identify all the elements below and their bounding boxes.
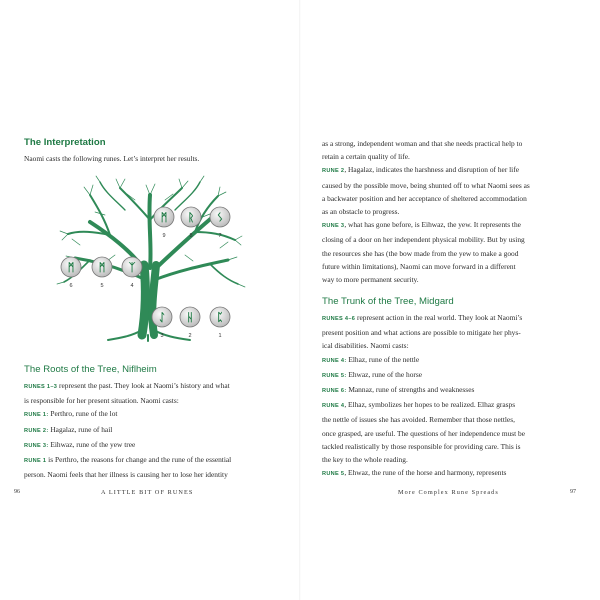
svg-text:6: 6 xyxy=(69,283,73,289)
text-line xyxy=(24,438,282,453)
text-line-content: Ehwaz, rune of the horse xyxy=(346,369,423,379)
rune-key-label: RUNE 1 xyxy=(24,458,47,465)
left-body-text xyxy=(24,379,282,481)
text-line-content: the nettle of issues she has avoided. Remember that those nettles, xyxy=(322,415,515,425)
text-line-content: caused by the possible move, being shunted off to what Naomi sees as xyxy=(322,180,530,190)
text-line xyxy=(322,273,580,286)
text-line-content: person. Naomi feels that her illness is causing her to lose her identity xyxy=(24,470,228,480)
text-line-content: , Elhaz, symbolizes her hopes to be realized. Elhaz grasps xyxy=(344,400,516,410)
text-line xyxy=(322,137,580,150)
svg-text:ᛈ: ᛈ xyxy=(216,312,224,324)
svg-text:5: 5 xyxy=(100,283,104,289)
text-line xyxy=(24,468,282,481)
rune-key-label: RUNES 4–6 xyxy=(322,316,356,322)
text-line xyxy=(322,398,580,413)
text-line-content: a backwater position and her acceptance of sheltered accommodation xyxy=(322,193,527,203)
text-line-content: once grasped, are useful. The questions of her independence must be xyxy=(322,428,526,438)
text-line-content: Perthro, rune of the lot xyxy=(48,409,118,419)
interpretation-heading: The Interpretation xyxy=(24,137,106,148)
text-line-content: closing of a door on her independent physical mobility. But by using xyxy=(322,235,525,245)
text-line-content: Eihwaz, rune of the yew tree xyxy=(48,439,136,449)
rune-key-label: RUNE 4: xyxy=(322,357,347,364)
running-head-left: A LITTLE BIT OF RUNES xyxy=(101,489,194,496)
roots-section-heading: The Roots of the Tree, Niflheim xyxy=(24,364,157,375)
right-body-text-top xyxy=(322,137,580,286)
rune-key-label: RUNE 4 xyxy=(322,403,345,410)
text-line xyxy=(322,353,580,368)
svg-text:ᛊ: ᛊ xyxy=(216,212,224,224)
text-line xyxy=(322,233,580,246)
svg-text:ᛗ: ᛗ xyxy=(67,262,75,274)
svg-text:ᛗ: ᛗ xyxy=(160,212,168,224)
svg-text:ᛇ: ᛇ xyxy=(158,312,166,324)
running-head-right: More Complex Rune Spreads xyxy=(398,489,499,496)
text-line-content: , Ehwaz, the rune of the horse and harmony, represents xyxy=(344,468,507,478)
text-line xyxy=(322,368,580,383)
text-line xyxy=(24,394,282,407)
folio-right: 97 xyxy=(570,489,576,495)
text-line xyxy=(24,453,282,468)
text-line-content: represent action in the real world. They look at Naomi’s xyxy=(355,313,523,322)
text-line xyxy=(322,440,580,453)
right-page xyxy=(300,0,600,600)
text-line-content: is responsible for her present situation. Naomi casts: xyxy=(24,396,179,406)
text-line-content: Mannaz, rune of strengths and weaknesses xyxy=(346,385,475,395)
text-line-content: way to more permanent security. xyxy=(322,275,419,285)
svg-text:ᛉ: ᛉ xyxy=(128,262,136,274)
text-line-content: the key to the whole reading. xyxy=(322,455,408,465)
rune-stone-9 xyxy=(154,207,174,239)
text-line-content: the resources she has (the bow made from the yew to make a good xyxy=(322,248,519,258)
svg-text:ᚱ: ᚱ xyxy=(187,212,195,224)
rune-stone-1 xyxy=(210,307,230,339)
rune-stone-8 xyxy=(181,207,201,239)
text-line-content: Hagalaz, rune of hail xyxy=(48,424,113,434)
rune-stone-2 xyxy=(180,307,200,339)
text-line xyxy=(24,379,282,394)
svg-text:2: 2 xyxy=(188,333,192,339)
text-line-content: as a strong, independent woman and that she needs practical help to xyxy=(322,139,523,148)
text-line xyxy=(322,179,580,192)
text-line xyxy=(322,205,580,218)
trunk-section-heading: The Trunk of the Tree, Midgard xyxy=(322,296,454,307)
text-line xyxy=(322,413,580,426)
text-line-content: ical disabilities. Naomi casts: xyxy=(322,341,409,351)
svg-text:ᚺ: ᚺ xyxy=(186,312,194,324)
text-line-content: , Hagalaz, indicates the harshness and disruption of her life xyxy=(344,165,519,175)
svg-text:ᛗ: ᛗ xyxy=(98,262,106,274)
text-line-content: tackled realistically by those responsible for providing care. This is xyxy=(322,441,521,451)
text-line-content: Elhaz, rune of the nettle xyxy=(346,354,420,364)
text-line xyxy=(322,150,580,163)
text-line xyxy=(322,163,580,178)
rune-stone-4 xyxy=(122,257,142,289)
svg-text:4: 4 xyxy=(130,283,134,289)
svg-text:3: 3 xyxy=(160,333,164,339)
text-line xyxy=(322,247,580,260)
folio-left: 96 xyxy=(14,489,20,495)
text-line xyxy=(322,453,580,466)
text-line xyxy=(322,260,580,273)
intro-paragraph: Naomi casts the following runes. Let’s interpret her results. xyxy=(24,154,200,163)
text-line xyxy=(322,311,580,326)
svg-text:8: 8 xyxy=(189,233,193,239)
right-body-text-bottom xyxy=(322,311,580,481)
rune-stone-3 xyxy=(152,307,172,339)
rune-stones xyxy=(50,170,250,342)
rune-key-label: RUNE 3 xyxy=(322,223,345,230)
text-line-content: , what has gone before, is Eihwaz, the yew. It represents the xyxy=(344,220,521,230)
text-line xyxy=(322,427,580,440)
rune-stone-6 xyxy=(61,257,81,289)
rune-key-label: RUNE 2 xyxy=(322,168,345,175)
rune-stone-7 xyxy=(210,207,230,239)
svg-text:9: 9 xyxy=(162,233,166,239)
rune-stone-5 xyxy=(92,257,112,289)
text-line xyxy=(322,192,580,205)
rune-key-label: RUNE 5 xyxy=(322,471,345,478)
text-line xyxy=(322,326,580,339)
text-line-content: present position and what actions are possible to mitigate her phys- xyxy=(322,328,521,338)
text-line-content: represent the past. They look at Naomi’s history and what xyxy=(57,381,230,390)
text-line xyxy=(322,383,580,398)
rune-key-label: RUNE 5: xyxy=(322,372,347,379)
rune-key-label: RUNE 2: xyxy=(24,427,49,434)
text-line xyxy=(24,407,282,422)
text-line-content: as an obstacle to progress. xyxy=(322,207,400,217)
text-line xyxy=(322,466,580,481)
text-line xyxy=(24,423,282,438)
text-line-content: retain a certain quality of life. xyxy=(322,152,410,162)
rune-key-label: RUNES 1–3 xyxy=(24,384,58,390)
svg-text:7: 7 xyxy=(218,233,222,239)
rune-key-label: RUNE 3: xyxy=(24,442,49,449)
text-line-content: future within limitations), Naomi can move forward in a different xyxy=(322,261,516,271)
text-line xyxy=(322,339,580,352)
rune-key-label: RUNE 1: xyxy=(24,412,49,419)
rune-key-label: RUNE 6: xyxy=(322,388,347,395)
text-line xyxy=(322,218,580,233)
svg-text:1: 1 xyxy=(218,333,222,339)
text-line-content: is Perthro, the reasons for change and the rune of the essential xyxy=(46,455,232,465)
